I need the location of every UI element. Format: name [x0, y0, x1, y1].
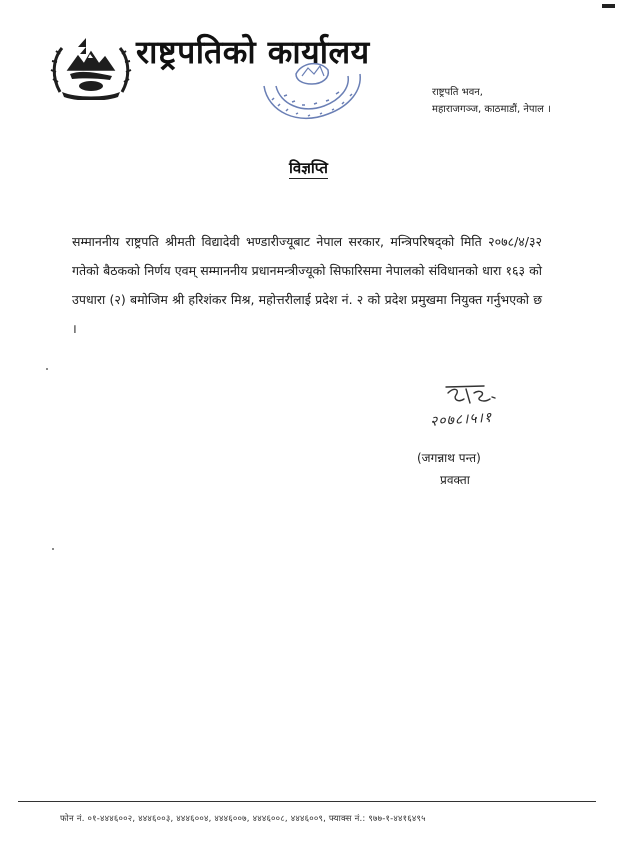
footer-contact: फोन नं. ०१-४४४६००२, ४४४६००३, ४४४६००४, ४४४६००७, ४४४६००८, ४४४६००९, फ्याक्स नं.: ९७७-१-४४१६४९५	[60, 814, 426, 824]
notice-paragraph: सम्माननीय राष्ट्रपति श्रीमती विद्यादेवी भण्डारीज्यूबाट नेपाल सरकार, मन्त्रिपरिषद्को मिति २०७८/४/३२ गतेको बैठकको निर्णय एवम् सम्माननीय प्रधानमन्त्रीज्यूको सिफारिसमा नेपालको संविधानको धारा १६३ को उपधारा (२) बमोजिम श्री हरिशंकर मिश्र, महोत्तरीलाई प्रदेश नं. २ को प्रदेश प्रमुखमा नियुक्त गर्नुभएको छ ।	[72, 234, 542, 336]
notice-title-text: विज्ञप्ति	[289, 159, 328, 177]
nepal-emblem-icon	[50, 34, 132, 100]
scan-speck	[52, 548, 54, 550]
office-seal-icon	[258, 56, 368, 122]
footer-divider	[18, 801, 596, 802]
handwritten-signature	[444, 383, 504, 409]
notice-body	[72, 227, 542, 343]
signer-designation: प्रवक्ता	[440, 473, 470, 487]
scan-artifact	[602, 4, 615, 8]
address-line: महाराजगञ्ज, काठमाडौं, नेपाल ।	[432, 104, 551, 115]
notice-title	[0, 158, 617, 178]
scan-speck	[46, 368, 48, 370]
signer-name: (जगन्नाथ पन्त)	[417, 451, 481, 465]
office-address	[432, 84, 551, 118]
office-name: राष्ट्रपतिको कार्यालय	[136, 33, 370, 71]
address-line: राष्ट्रपति भवन,	[432, 87, 483, 98]
handwritten-date: २०७८।५।१	[429, 409, 493, 430]
